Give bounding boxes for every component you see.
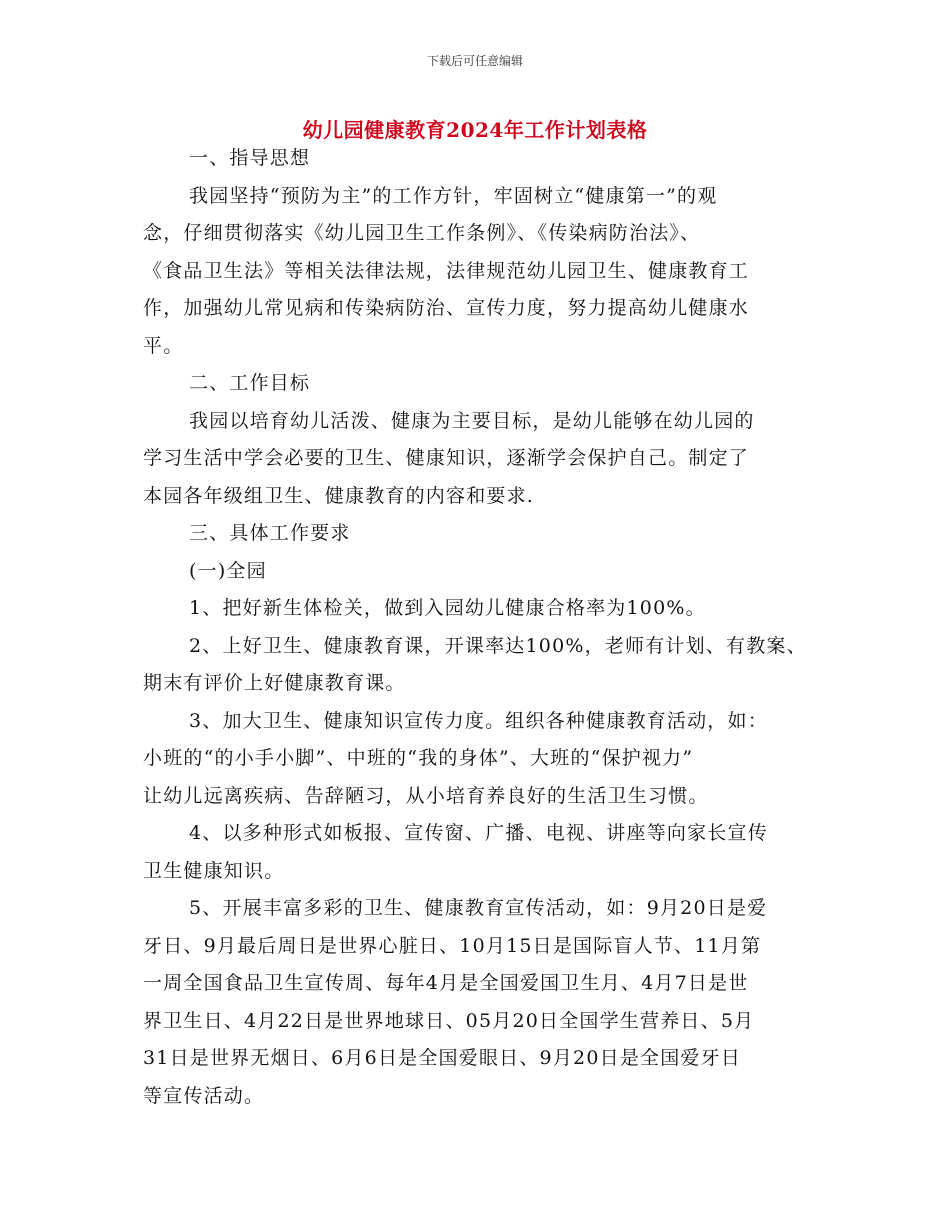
text-line: (一)全园 [189, 559, 267, 582]
text-line: 期末有评价上好健康教育课。 [143, 672, 406, 694]
text-line: 作，加强幼儿常见病和传染病防治、宣传力度，努力提高幼儿健康水 [143, 297, 750, 319]
text-line: 4、以多种形式如板报、宣传窗、广播、电视、讲座等向家长宣传 [189, 822, 768, 844]
document-body [143, 140, 823, 1115]
text-line: 3、加大卫生、健康知识宣传力度。组织各种健康教育活动，如： [189, 709, 768, 732]
text-line: 2、上好卫生、健康教育课，开课率达100%，老师有计划、有教案、 [189, 634, 807, 657]
text-line: 《食品卫生法》等相关法律法规，法律规范幼儿园卫生、健康教育工 [143, 259, 750, 282]
text-line: 界卫生日、4月22日是世界地球日、05月20日全国学生营养日、5月 [143, 1009, 755, 1032]
text-line: 1、把好新生体检关，做到入园幼儿健康合格率为100%。 [189, 597, 706, 619]
text-line: 我园以培育幼儿活泼、健康为主要目标，是幼儿能够在幼儿园的 [189, 409, 755, 432]
text-line: 小班的“的小手小脚”、中班的“我的身体”、大班的“保护视力” [143, 747, 694, 769]
text-line: 本园各年级组卫生、健康教育的内容和要求. [143, 484, 535, 507]
text-line: 牙日、9月最后周日是世界心脏日、10月15日是国际盲人节、11月第 [143, 934, 762, 957]
text-line: 二、工作目标 [189, 372, 311, 394]
text-line: 念，仔细贯彻落实《幼儿园卫生工作条例》、《传染病防治法》、 [143, 222, 701, 244]
text-line: 我园坚持“预防为主”的工作方针，牢固树立“健康第一”的观 [189, 184, 718, 207]
text-line: 平。 [143, 334, 184, 357]
text-line: 31日是世界无烟日、6月6日是全国爱眼日、9月20日是全国爱牙日 [143, 1047, 742, 1069]
text-line: 等宣传活动。 [143, 1084, 265, 1107]
text-line: 一周全国食品卫生宣传周、每年4月是全国爱国卫生月、4月7日是世 [143, 972, 749, 994]
text-line: 三、具体工作要求 [189, 522, 351, 544]
text-line: 学习生活中学会必要的卫生、健康知识，逐渐学会保护自己。制定了 [143, 447, 750, 469]
header-note: 下载后可任意编辑 [426, 54, 523, 68]
text-line: 5、开展丰富多彩的卫生、健康教育宣传活动，如：9月20日是爱 [189, 897, 768, 919]
text-line: 一、指导思想 [189, 147, 311, 169]
text-line: 卫生健康知识。 [143, 859, 285, 882]
text-line: 让幼儿远离疾病、告辞陋习，从小培育养良好的生活卫生习惯。 [143, 784, 709, 807]
document-title: 幼儿园健康教育2024年工作计划表格 [302, 118, 648, 142]
